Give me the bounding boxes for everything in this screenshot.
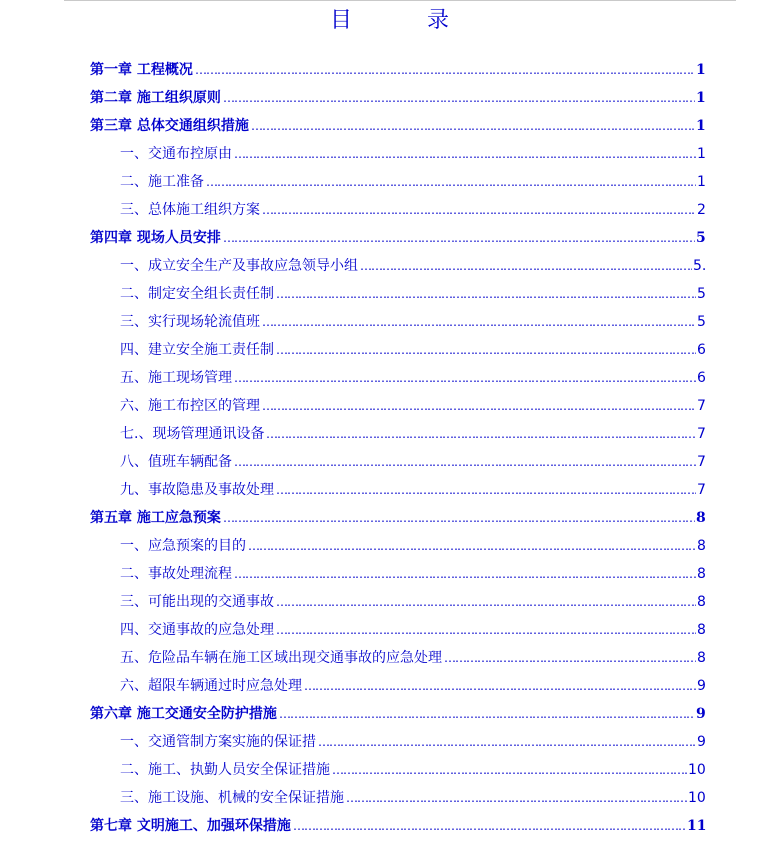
toc-section-entry[interactable] — [0, 535, 779, 557]
toc-section-entry[interactable] — [0, 591, 779, 613]
toc-entry-label: 三、施工设施、机械的安全保证措施 — [120, 790, 344, 806]
toc-chapter-entry[interactable] — [0, 87, 779, 109]
toc-page-number: 10 — [688, 762, 706, 778]
toc-page-number: 9 — [697, 678, 706, 694]
toc-leader-dots — [304, 675, 696, 697]
toc-section-entry[interactable] — [0, 619, 779, 641]
toc-entry-label: 二、事故处理流程 — [120, 566, 232, 582]
toc-entry-label: 三、总体施工组织方案 — [120, 202, 260, 218]
toc-leader-dots — [332, 759, 687, 781]
toc-entry-label: 九、事故隐患及事故处理 — [120, 482, 274, 498]
toc-page-number: 2 — [697, 202, 706, 218]
toc-entry-label: 第三章 总体交通组织措施 — [90, 118, 249, 134]
toc-section-entry[interactable] — [0, 283, 779, 305]
toc-leader-dots — [223, 507, 695, 529]
toc-leader-dots — [251, 115, 695, 137]
toc-section-entry[interactable] — [0, 395, 779, 417]
toc-section-entry[interactable] — [0, 311, 779, 333]
toc-section-entry[interactable] — [0, 367, 779, 389]
toc-page-number: 8 — [697, 622, 706, 638]
toc-leader-dots — [262, 311, 696, 333]
toc-leader-dots — [346, 787, 687, 809]
toc-leader-dots — [276, 591, 696, 613]
toc-entry-label: 第四章 现场人员安排 — [90, 230, 221, 246]
toc-leader-dots — [276, 619, 696, 641]
toc-entry-label: 三、可能出现的交通事故 — [120, 594, 274, 610]
toc-leader-dots — [248, 535, 696, 557]
toc-page-number: 7 — [697, 426, 706, 442]
toc-leader-dots — [276, 283, 696, 305]
toc-page-number: 1 — [697, 146, 706, 162]
toc-page-number: 6 — [697, 370, 706, 386]
toc-section-entry[interactable] — [0, 675, 779, 697]
toc-leader-dots — [206, 171, 696, 193]
toc-page-number: 1 — [696, 118, 706, 134]
toc-leader-dots — [318, 731, 696, 753]
toc-entry-label: 四、建立安全施工责任制 — [120, 342, 274, 358]
toc-page-number: 9 — [696, 706, 706, 722]
toc-entry-label: 二、制定安全组长责任制 — [120, 286, 274, 302]
toc-page-number: 10 — [688, 790, 706, 806]
toc-section-entry[interactable] — [0, 451, 779, 473]
toc-page-number: 7 — [697, 454, 706, 470]
toc-leader-dots — [266, 423, 696, 445]
toc-leader-dots — [195, 59, 695, 81]
toc-entry-label: 一、交通布控原由 — [120, 146, 232, 162]
toc-page-number: 5 — [696, 230, 706, 246]
toc-entry-label: 四、交通事故的应急处理 — [120, 622, 274, 638]
toc-entry-label: 第一章 工程概况 — [90, 62, 193, 78]
toc-leader-dots — [234, 563, 696, 585]
toc-entry-label: 六、超限车辆通过时应急处理 — [120, 678, 302, 694]
toc-section-entry[interactable] — [0, 255, 779, 277]
toc-page-number: 8 — [696, 510, 706, 526]
header-rule — [64, 0, 736, 1]
toc-page-number: 5. — [693, 258, 707, 274]
toc-page-number: 5 — [697, 314, 706, 330]
toc-leader-dots — [279, 703, 695, 725]
toc-section-entry[interactable] — [0, 171, 779, 193]
toc-entry-label: 第七章 文明施工、加强环保措施 — [90, 818, 291, 834]
toc-page-number: 8 — [697, 594, 706, 610]
toc-section-entry[interactable] — [0, 143, 779, 165]
toc-section-entry[interactable] — [0, 339, 779, 361]
toc-page-number: 1 — [696, 90, 706, 106]
toc-leader-dots — [276, 479, 696, 501]
toc-page-number: 7 — [697, 482, 706, 498]
toc-section-entry[interactable] — [0, 647, 779, 669]
toc-section-entry[interactable] — [0, 479, 779, 501]
toc-chapter-entry[interactable] — [0, 507, 779, 529]
toc-section-entry[interactable] — [0, 731, 779, 753]
toc-entry-label: 一、交通管制方案实施的保证措 — [120, 734, 316, 750]
toc-section-entry[interactable] — [0, 199, 779, 221]
toc-page-number: 11 — [687, 818, 707, 834]
toc-page-number: 8 — [697, 538, 706, 554]
toc-page-number: 8 — [697, 650, 706, 666]
toc-leader-dots — [234, 143, 696, 165]
toc-leader-dots — [223, 227, 695, 249]
toc-page-number: 7 — [697, 398, 706, 414]
toc-leader-dots — [293, 815, 686, 837]
toc-leader-dots — [360, 255, 692, 277]
toc-leader-dots — [223, 87, 695, 109]
toc-page-number: 5 — [697, 286, 706, 302]
toc-entry-label: 六、施工布控区的管理 — [120, 398, 260, 414]
toc-entry-label: 二、施工、执勤人员安全保证措施 — [120, 762, 330, 778]
toc-leader-dots — [234, 451, 696, 473]
toc-page-number: 8 — [697, 566, 706, 582]
toc-section-entry[interactable] — [0, 423, 779, 445]
toc-entry-label: 一、成立安全生产及事故应急领导小组 — [120, 258, 358, 274]
toc-leader-dots — [444, 647, 696, 669]
toc-entry-label: 第二章 施工组织原则 — [90, 90, 221, 106]
toc-chapter-entry[interactable] — [0, 227, 779, 249]
page-title: 目 录 — [330, 8, 483, 33]
toc-page-number: 9 — [697, 734, 706, 750]
toc-leader-dots — [276, 339, 696, 361]
toc-chapter-entry[interactable] — [0, 115, 779, 137]
toc-leader-dots — [262, 395, 696, 417]
toc-leader-dots — [234, 367, 696, 389]
toc-entry-label: 第五章 施工应急预案 — [90, 510, 221, 526]
toc-entry-label: 一、应急预案的目的 — [120, 538, 246, 554]
toc-chapter-entry[interactable] — [0, 59, 779, 81]
toc-entry-label: 三、实行现场轮流值班 — [120, 314, 260, 330]
toc-chapter-entry[interactable] — [0, 815, 779, 837]
toc-entry-label: 第六章 施工交通安全防护措施 — [90, 706, 277, 722]
toc-entry-label: 二、施工准备 — [120, 174, 204, 190]
toc-entry-label: 五、危险品车辆在施工区域出现交通事故的应急处理 — [120, 650, 442, 666]
toc-page-number: 1 — [697, 174, 706, 190]
toc-chapter-entry[interactable] — [0, 703, 779, 725]
toc-entry-label: 五、施工现场管理 — [120, 370, 232, 386]
toc-leader-dots — [262, 199, 696, 221]
toc-page-number: 1 — [696, 62, 706, 78]
toc-page-number: 6 — [697, 342, 706, 358]
toc-entry-label: 七.、现场管理通讯设备 — [120, 426, 265, 442]
toc-entry-label: 八、值班车辆配备 — [120, 454, 232, 470]
toc-section-entry[interactable] — [0, 759, 779, 781]
toc-section-entry[interactable] — [0, 787, 779, 809]
toc-section-entry[interactable] — [0, 563, 779, 585]
